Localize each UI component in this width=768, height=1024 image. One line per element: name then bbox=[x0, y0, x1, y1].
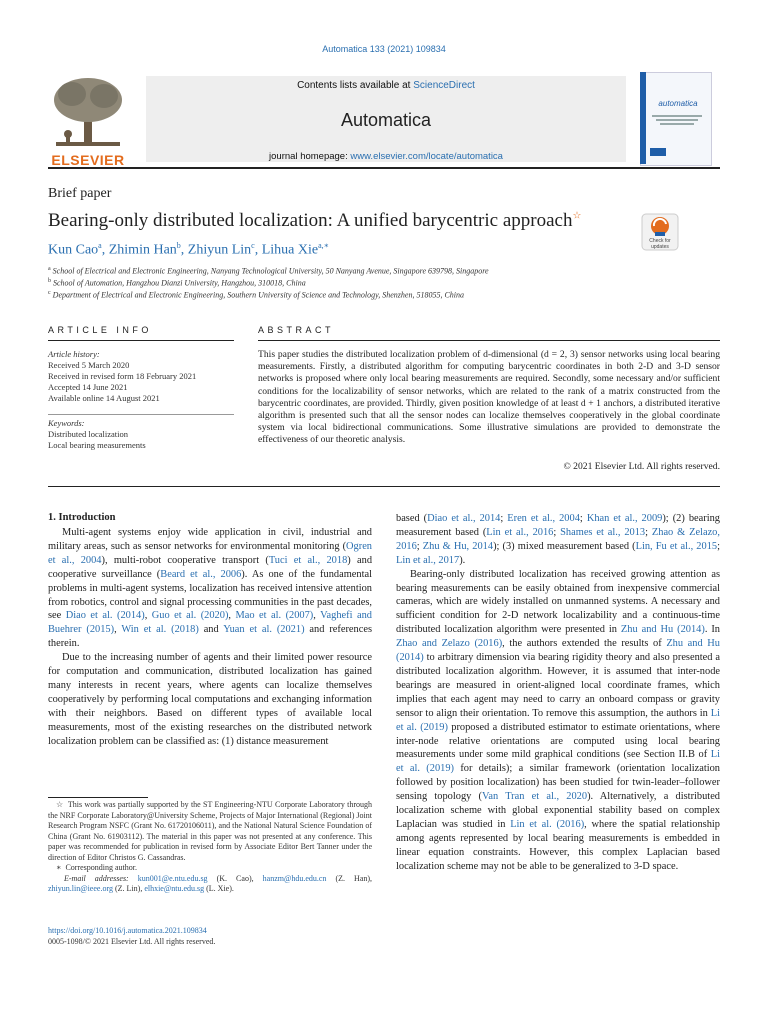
elsevier-tree-logo bbox=[48, 74, 128, 164]
text-run: ) and cooperative surveillance ( bbox=[48, 554, 373, 580]
text-run: , bbox=[313, 610, 321, 622]
footnotes bbox=[48, 800, 372, 895]
text-run: , bbox=[114, 624, 122, 636]
paragraph bbox=[48, 526, 372, 651]
text-run: ; bbox=[717, 540, 720, 552]
text-run: Bearing-only distributed localization has received growing attention as bearing measurements can be easily obtained from inexpensive commercial cameras, which are widely installed on unmanned systems. A necessary and sufficient condition for 2-D network localizability and a continuous-time distributed localization algorithm were presented in bbox=[396, 568, 720, 636]
keyword: Local bearing measurements bbox=[48, 440, 146, 450]
citation-link[interactable]: Zhu and Hu (2014) bbox=[620, 624, 705, 636]
citation-link[interactable]: Zhu and Hu (2014) bbox=[396, 638, 720, 664]
citation-link[interactable]: Tuci et al., 2018 bbox=[268, 554, 348, 566]
issn-line: 0005-1098/© 2021 Elsevier Ltd. All rights reserved. bbox=[48, 937, 216, 946]
paper-title: Bearing-only distributed localization: A unified barycentric approach☆ bbox=[48, 210, 582, 231]
funding-footnote: ☆ This work was partially supported by the ST Engineering-NTU Corporate Laboratory through the NRF Corporate Laboratory@University Scheme, Projects of Major International (Regional) Joint Research Program NSFC (Grant No. 61720106011), and the National Natural Science Foundation of China (Grant No. 61903112). The material in this paper was not presented at any conference. This paper was recommended for publication in revised form by Associate Editor Bert Tanner under the direction of Editor Christos G. Cassandras. bbox=[48, 800, 372, 862]
article-info-heading: ARTICLE INFO bbox=[48, 325, 152, 335]
text-run: to arbitrary dimension via bearing rigidity theory and also presented a distributed localization algorithm. However, it is assumed that inter-node bearings are measured in orient-aligned local coordinate frames, which implies that each agent may need to carry an onboard compass or gravity sensor to align their orientation. To remove this assumption, the authors in bbox=[396, 652, 720, 719]
journal-title: Automatica bbox=[340, 110, 432, 130]
citation-link[interactable]: Zhao and Zelazo (2016) bbox=[396, 638, 503, 650]
cover-badge bbox=[650, 148, 666, 156]
abstract-text: This paper studies the distributed localization problem of d-dimensional (d = 2, 3) sensor networks using local bearing measurements. Firstly, a distributed algorithm for computing barycentric coordinates in both 2-D and 3-D sensor networks is proposed where only local bearing measurements are required. Secondly, some necessary and/or sufficient conditions for the localizability of sensor networks, which are related to the rank of a matrix constructed from the barycentric coordinates, are provided. Thirdly, given position knowledge of at least d + 1 anchors, a distributed iterative algorithm is presented such that all the sensor nodes can localize themselves cooperatively in the global coordinate system via local bidirectional communications. Some illustrative simulations are provided to demonstrate the effectiveness of our theoretic analysis. bbox=[258, 349, 720, 446]
text-run: ; bbox=[553, 526, 561, 538]
text-run: proposed a distributed estimator to estimate orientations, where inter-node relative orientations are computed using local bearing measurements under some mild graphical conditions (see Section II.B of bbox=[396, 721, 720, 761]
footnote-rule bbox=[48, 797, 148, 798]
right-column bbox=[396, 512, 720, 874]
affiliation-a: $^a$ School of Electrical and Electronic Engineering, Nanyang Technological University, 50 Nanyang Avenue, Singapore 639798, Singapore bbox=[48, 266, 489, 276]
paragraph: Due to the increasing number of agents and their limited power resource for computation and communication, distributed localization has gained many interests in recent years, where agents can localize themselves cooperatively by performing local computations and exchanging information with their neighbors. Based on different types of available local measurements, most of the existing researches on the distributed network localization problem can be classified as: (1) distance measurement bbox=[48, 652, 372, 747]
cover-text-lines bbox=[652, 112, 702, 122]
paragraph bbox=[396, 512, 720, 568]
text-run: for details); a similar framework (orientation localization followed by position localization) has been studied for twin-leader–follower sensing topology ( bbox=[396, 763, 720, 803]
text-run: ). bbox=[459, 554, 466, 566]
author-affiliation-mark: b bbox=[176, 241, 181, 250]
history-entry: Received 5 March 2020 bbox=[48, 360, 130, 370]
citation-link[interactable]: Zhu & Hu, 2014 bbox=[422, 540, 494, 552]
history-entry: Received in revised form 18 February 2021 bbox=[48, 371, 197, 381]
text-run: ; bbox=[416, 540, 423, 552]
text-run: , bbox=[144, 610, 152, 622]
citation-link[interactable]: Vaghefi and Buehrer (2015) bbox=[48, 610, 372, 636]
doi-block bbox=[48, 925, 372, 947]
text-run: , the authors extended the results of bbox=[502, 638, 667, 650]
info-rule bbox=[48, 340, 234, 341]
citation-link[interactable]: Shames et al., 2013 bbox=[560, 526, 646, 538]
author-affiliation-mark: a,∗ bbox=[318, 241, 330, 250]
text-run: ). Alternatively, a distributed localization scheme with global exponential stability based on complex Laplacian was studied in bbox=[396, 791, 721, 830]
abstract-rule bbox=[258, 340, 720, 341]
article-type: Brief paper bbox=[48, 186, 112, 201]
text-run: ). As one of the fundamental problems in multi-agent systems, localization has received intensive attention from robotics, control and signal processing communities in the past decades, see bbox=[48, 568, 372, 622]
sciencedirect-link[interactable]: ScienceDirect bbox=[413, 80, 475, 91]
author-name[interactable]: Lihua Xie bbox=[261, 242, 319, 258]
section-heading-introduction: 1. Introduction bbox=[48, 512, 116, 523]
text-run: ; bbox=[579, 513, 587, 524]
citation-link[interactable]: Guo et al. (2020) bbox=[151, 610, 229, 622]
email-link[interactable]: kun001@e.ntu.edu.sg bbox=[137, 873, 208, 883]
citation-link[interactable]: Beard et al., 2006 bbox=[160, 568, 242, 580]
text-run: ); (3) mixed measurement based ( bbox=[493, 540, 636, 552]
journal-homepage-link[interactable]: www.elsevier.com/locate/automatica bbox=[350, 151, 503, 162]
contents-line: Contents lists available at ScienceDirect bbox=[297, 80, 475, 91]
text-run: . In bbox=[704, 624, 721, 636]
title-footnote-mark[interactable]: ☆ bbox=[572, 210, 582, 222]
email-link[interactable]: zhiyun.lin@ieee.org bbox=[48, 884, 113, 893]
citation-link[interactable]: Ogren et al., 2004 bbox=[48, 540, 372, 566]
citation-link[interactable]: Khan et al., 2009 bbox=[586, 513, 663, 524]
affiliation-b: $^b$ School of Automation, Hangzhou Dianzi University, Hangzhou, 310018, China bbox=[48, 278, 306, 288]
citation-link[interactable]: Van Tran et al., 2020 bbox=[482, 791, 588, 803]
author-name[interactable]: Zhiyun Lin bbox=[187, 242, 252, 258]
journal-reference-link[interactable]: Automatica 133 (2021) 109834 bbox=[322, 44, 446, 54]
history-divider bbox=[48, 414, 234, 415]
article-history: Article history: Received 5 March 2020 Received in revised form 18 February 2021 Accepted 14 June 2021 Available online 14 August 2021 bbox=[48, 349, 234, 404]
author-affiliation-mark: c bbox=[251, 241, 255, 250]
citation-link[interactable]: Lin, Fu et al., 2015 bbox=[635, 540, 718, 552]
text-run: Multi-agent systems enjoy wide application in civil, industrial and military areas, such as sensor networks for environmental monitoring ( bbox=[48, 527, 372, 552]
author-list: Kun Cao$^a$, Zhimin Han$^b$, Zhiyun Lin$^c$, Lihua Xie$^{a,∗}$ bbox=[48, 241, 330, 258]
citation-link[interactable]: Zhao & Zelazo, 2016 bbox=[396, 526, 720, 552]
citation-link[interactable]: Li et al. (2019) bbox=[396, 749, 720, 775]
cover-title: automatica bbox=[658, 99, 698, 108]
text-run: ); (2) bearing measurement based ( bbox=[396, 513, 720, 538]
history-entry: Accepted 14 June 2021 bbox=[48, 382, 128, 392]
check-for-updates-label: Check for updates bbox=[649, 238, 671, 250]
doi-link[interactable]: https://doi.org/10.1016/j.automatica.2021.109834 bbox=[48, 926, 207, 935]
elsevier-wordmark: ELSEVIER bbox=[51, 152, 125, 168]
email-link[interactable]: elhxie@ntu.edu.sg bbox=[144, 884, 205, 893]
email-addresses: E-mail addresses: kun001@e.ntu.edu.sg (K. Cao), hanzm@hdu.edu.cn (Z. Han), zhiyun.lin@ieee.org (Z. Lin), elhxie@ntu.edu.sg (L. Xie). bbox=[48, 873, 373, 893]
text-run: , bbox=[228, 610, 236, 622]
text-run: , where the spatial relationship among agents represented by local bearing measurements is embedded in linear equation constraints. However, this complex Laplacian based localization scheme may not be able to be generalized to 3-D space. bbox=[396, 818, 721, 872]
text-run: based ( bbox=[396, 513, 428, 524]
affiliation-c: $^c$ Department of Electrical and Electronic Engineering, Southern University of Science and Technology, Shenzhen, 518055, China bbox=[48, 290, 465, 300]
text-run: and references therein. bbox=[48, 624, 373, 650]
citation-link[interactable]: Win et al. (2018) bbox=[121, 624, 199, 636]
citation-link[interactable]: Lin et al. (2016) bbox=[510, 818, 585, 830]
keyword: Distributed localization bbox=[48, 429, 129, 439]
history-entry: Available online 14 August 2021 bbox=[48, 393, 160, 403]
citation-link[interactable]: Yuan et al. (2021) bbox=[223, 624, 305, 636]
text-run: ), multi-robot cooperative transport ( bbox=[101, 554, 269, 566]
section-rule bbox=[48, 486, 720, 487]
citation-link[interactable]: Diao et al., 2014 bbox=[427, 513, 501, 524]
citation-link[interactable]: Diao et al. (2014) bbox=[65, 610, 145, 622]
citation-link[interactable]: Eren et al., 2004 bbox=[507, 513, 580, 524]
copyright-line: © 2021 Elsevier Ltd. All rights reserved. bbox=[563, 461, 720, 472]
text-run: ; bbox=[645, 526, 652, 538]
keywords: Keywords: Distributed localization Local bearing measurements bbox=[48, 418, 234, 451]
author-name[interactable]: Zhimin Han bbox=[108, 242, 177, 258]
homepage-line: journal homepage: www.elsevier.com/locate/automatica bbox=[269, 151, 503, 162]
left-column bbox=[48, 526, 372, 749]
abstract-heading: ABSTRACT bbox=[258, 325, 335, 335]
corresponding-footnote: ∗ Corresponding author. bbox=[56, 863, 137, 872]
author-name[interactable]: Kun Cao bbox=[48, 242, 99, 258]
citation-link[interactable]: Mao et al. (2007) bbox=[235, 610, 314, 622]
text-run: and bbox=[198, 624, 224, 636]
citation-link[interactable]: Lin et al., 2016 bbox=[486, 526, 554, 538]
text-run: ; bbox=[500, 513, 508, 524]
citation-link[interactable]: Li et al. (2019) bbox=[396, 707, 720, 733]
citation-link[interactable]: Lin et al., 2017 bbox=[396, 554, 460, 566]
author-affiliation-mark: a bbox=[98, 241, 102, 250]
cover-spine bbox=[640, 72, 646, 164]
paragraph bbox=[396, 568, 720, 874]
email-link[interactable]: hanzm@hdu.edu.cn bbox=[262, 873, 327, 883]
